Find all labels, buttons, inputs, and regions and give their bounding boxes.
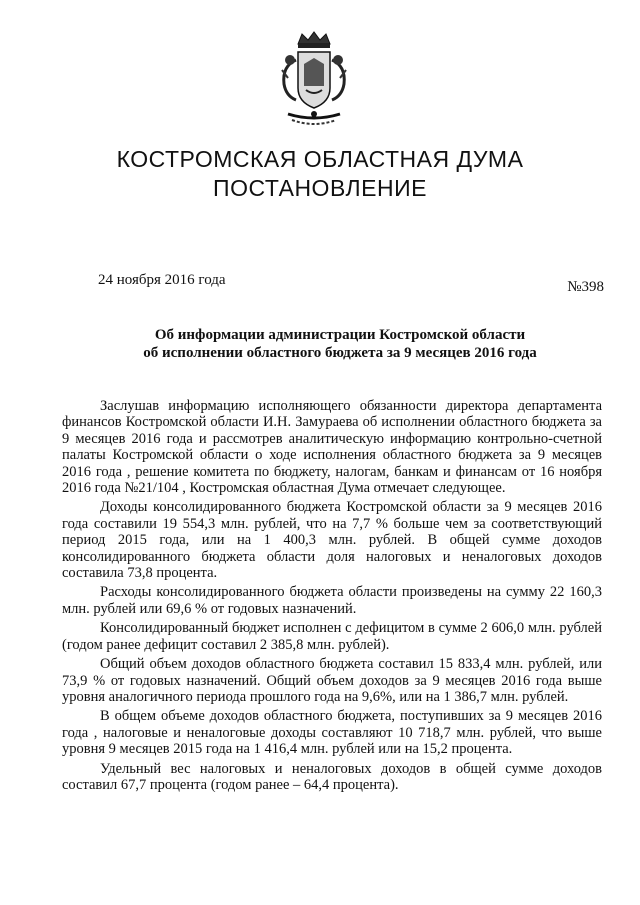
title-line-2: об исполнении областного бюджета за 9 месяцев 2016 года	[143, 345, 537, 361]
body-paragraph: В общем объеме доходов областного бюджета, поступивших за 9 месяцев 2016 года , налоговые и неналоговые доходы составляют 10 718,7 млн. рублей, что выше уровня 9 месяцев 2015 года на 1 416,4 млн. рублей или на 15,2 процента.	[62, 708, 602, 758]
document-date: 24 ноября 2016 года	[98, 272, 226, 288]
body-paragraph: Удельный вес налоговых и неналоговых доходов в общей сумме доходов составил 67,7 процента (годом ранее – 64,4 процента).	[62, 760, 602, 793]
body-paragraph: Заслушав информацию исполняющего обязанности директора департамента финансов Костромской области И.Н. Замураева об исполнении областного бюджета за 9 месяцев 2016 года и рассмотрев аналитическую информацию контрольно-счетной палаты Костромской области о ходе исполнения областного бюджета за 9 месяцев 2016 года , решение комитета по бюджету, налогам, банкам и финансам от 16 ноября 2016 года №21/104 , Костромская областная Дума отмечает следующее.	[62, 398, 602, 497]
body-paragraph: Расходы консолидированного бюджета области произведены на сумму 22 160,3 млн. рублей или 69,6 % от годовых назначений.	[62, 584, 602, 617]
title-line-1: Об информации администрации Костромской области	[154, 327, 526, 343]
document-type: ПОСТАНОВЛЕНИЕ	[213, 175, 427, 201]
document-body	[62, 398, 602, 796]
coat-of-arms-icon	[268, 30, 360, 130]
body-paragraph: Консолидированный бюджет исполнен с дефицитом в сумме 2 606,0 млн. рублей (годом ранее дефицит составил 2 385,8 млн. рублей).	[62, 620, 602, 653]
organization-name: КОСТРОМСКАЯ ОБЛАСТНАЯ ДУМА	[116, 146, 524, 172]
document-number: №398	[567, 279, 604, 295]
document-title	[0, 326, 640, 362]
body-paragraph: Доходы консолидированного бюджета Костромской области за 9 месяцев 2016 года составили 19 554,3 млн. рублей, что на 7,7 % больше чем за соответствующий период 2015 года, или на 1 400,3 млн. рублей. В общей сумме доходов консолидированного бюджета области доля налоговых и неналоговых доходов составила 73,8 процента.	[62, 499, 602, 582]
body-paragraph: Общий объем доходов областного бюджета составил 15 833,4 млн. рублей, или 73,9 % от годовых назначений. Общий объем доходов за 9 месяцев 2016 года выше уровня аналогичного периода прошлого года на 9,6%, или на 1 386,7 млн. рублей.	[62, 656, 602, 705]
